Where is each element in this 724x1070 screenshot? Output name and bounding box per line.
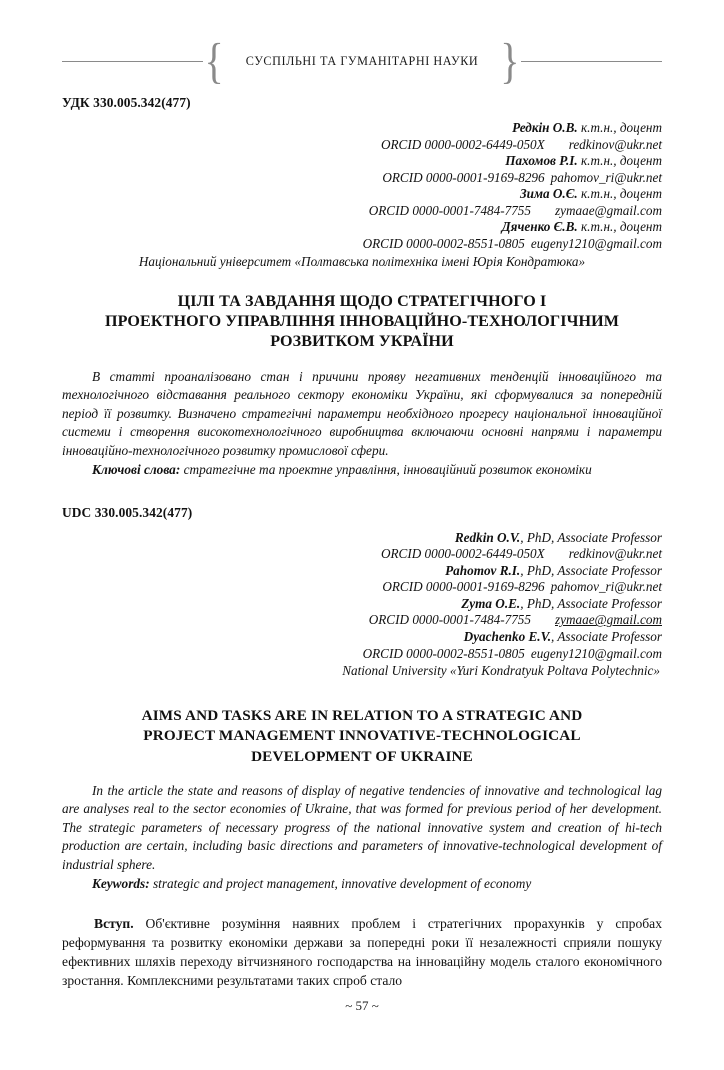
orcid-id: 0000-0001-7484-7755 — [412, 612, 531, 628]
section-label: Вступ. — [94, 915, 134, 931]
body-paragraph — [62, 914, 662, 991]
running-head-title: СУСПІЛЬНІ ТА ГУМАНІТАРНІ НАУКИ — [245, 53, 479, 68]
author-degree: к.т.н., доцент — [581, 219, 662, 235]
author-line — [62, 530, 662, 547]
author-degree: , Associate Professor — [551, 629, 662, 644]
orcid-label: ORCID — [382, 169, 423, 185]
author-line — [62, 219, 662, 236]
orcid-id: 0000-0001-7484-7755 — [412, 202, 531, 218]
title-line: PROJECT MANAGEMENT INNOVATIVE-TECHNOLOGICAL — [143, 727, 581, 745]
keywords-label: Keywords: — [92, 876, 150, 892]
title-line: AIMS AND TASKS ARE IN RELATION TO A STRATEGIC AND — [141, 707, 583, 725]
author-degree: , PhD, Associate Professor — [520, 595, 662, 611]
author-orcid-line — [62, 579, 662, 596]
author-name: Pahomov R.I. — [445, 562, 521, 578]
author-line — [62, 563, 662, 580]
author-block-english — [62, 530, 662, 663]
abstract-text: In the article the state and reasons of display of negative tendencies of innovative and technological lag are analyses real to the sector economies of Ukraine, that was formed for previous period of her development. The strategic parameters of necessary progress of the national innovative system and creation of hi-tech production are certain, including basic directions and parameters of innovative-technological development of industrial sphere. — [62, 782, 662, 872]
title-line: ПРОЕКТНОГО УПРАВЛІННЯ ІННОВАЦІЙНО-ТЕХНОЛОГІЧНИМ — [104, 312, 620, 330]
orcid-label: ORCID — [380, 546, 422, 562]
brace-right-ornament-icon: } — [500, 32, 520, 89]
udc-code-english: UDC 330.005.342(477) — [62, 504, 193, 520]
keywords-value: стратегічне та проектне управління, інноваційний розвиток економіки — [180, 462, 592, 478]
orcid-label: ORCID — [368, 612, 410, 628]
author-orcid-line — [62, 646, 662, 663]
keywords-label: Ключові слова: — [92, 462, 181, 478]
orcid-label: ORCID — [368, 202, 410, 218]
abstract-ukrainian — [62, 368, 662, 480]
author-degree: , PhD, Associate Professor — [520, 562, 662, 578]
author-block-ukrainian — [62, 120, 662, 253]
running-head-rule-right — [521, 61, 662, 62]
author-orcid-line — [62, 203, 662, 220]
author-name: Redkin O.V. — [454, 529, 521, 545]
orcid-id: 0000-0002-8551-0805 — [406, 645, 525, 661]
orcid-id: 0000-0002-8551-0805 — [406, 235, 525, 251]
author-email[interactable]: redkinov@ukr.net — [568, 546, 662, 562]
author-name: Дяченко Є.В. — [501, 219, 578, 235]
author-orcid-line — [62, 170, 662, 187]
title-line: РОЗВИТКОМ УКРАЇНИ — [270, 333, 454, 351]
author-line — [62, 186, 662, 203]
author-orcid-line — [62, 137, 662, 154]
author-name: Редкін О.В. — [512, 120, 578, 135]
author-degree: , PhD, Associate Professor — [520, 529, 662, 545]
author-email[interactable]: pahomov_ri@ukr.net — [550, 579, 662, 595]
author-name: Dyachenko E.V. — [463, 629, 551, 644]
orcid-id: 0000-0002-6449-050X — [424, 546, 545, 562]
orcid-id: 0000-0002-6449-050X — [424, 136, 545, 152]
author-degree: к.т.н., доцент — [581, 120, 662, 135]
orcid-label: ORCID — [382, 579, 423, 595]
author-orcid-line — [62, 236, 662, 253]
author-email[interactable]: eugeny1210@gmail.com — [530, 235, 662, 251]
abstract-text: В статті проаналізовано стан і причини прояву негативних тенденцій інноваційного та технологічного відставання реального сектору економіки України, які сформувалися за попередній період її розвитку. Визначено стратегічні параметри необхідного прогресу національної інноваційної системи і створення високотехнологічного виробництва включаючи основні напрями і параметри інноваційно-технологічного розвитку промислової сфери. — [62, 368, 662, 458]
author-email[interactable]: pahomov_ri@ukr.net — [550, 169, 662, 185]
author-line — [62, 120, 662, 137]
author-email[interactable]: redkinov@ukr.net — [568, 136, 662, 152]
author-email[interactable]: eugeny1210@gmail.com — [530, 645, 662, 661]
udc-code-ukrainian: УДК 330.005.342(477) — [62, 95, 191, 110]
running-head — [62, 32, 662, 89]
orcid-label: ORCID — [380, 136, 422, 152]
author-name: Zyma O.E. — [461, 595, 521, 611]
body-section-introduction — [62, 914, 662, 991]
affiliation-ukrainian: Національний університет «Полтавська політехніка імені Юрія Кондратюка» — [138, 253, 586, 269]
document-page — [0, 32, 724, 1070]
orcid-label: ORCID — [362, 645, 403, 661]
title-line: DEVELOPMENT OF UKRAINE — [251, 747, 473, 765]
author-orcid-line — [62, 612, 662, 629]
author-orcid-line — [62, 546, 662, 563]
running-head-rule-left — [62, 61, 203, 62]
author-degree: к.т.н., доцент — [581, 153, 662, 169]
author-name: Пахомов Р.І. — [505, 153, 578, 169]
author-line — [62, 596, 662, 613]
article-title-ukrainian — [62, 292, 662, 353]
orcid-id: 0000-0001-9169-8296 — [425, 579, 545, 595]
author-email[interactable]: zymaae@gmail.com — [555, 202, 662, 218]
author-line — [62, 629, 662, 646]
orcid-id: 0000-0001-9169-8296 — [425, 169, 545, 185]
keywords-ukrainian — [62, 461, 662, 479]
author-degree: к.т.н., доцент — [581, 186, 662, 202]
brace-left-ornament-icon: { — [204, 32, 224, 89]
keywords-english — [62, 875, 662, 893]
author-line — [62, 153, 662, 170]
title-line: ЦІЛІ ТА ЗАВДАННЯ ЩОДО СТРАТЕГІЧНОГО І — [177, 292, 547, 310]
orcid-label: ORCID — [362, 235, 403, 251]
author-name: Зима О.Є. — [519, 186, 578, 202]
body-paragraph-text: Об'єктивне розуміння наявних проблем і стратегічних прорахунків у спробах реформування та розвитку економіки держави за попередні роки її незалежності сприяли пошуку ефективних шляхів переходу вітчизняного господарства на інноваційну модель сталого економічного зростання. Комплексними результатами таких спроб стало — [62, 915, 662, 989]
abstract-english — [62, 782, 662, 894]
keywords-value: strategic and project management, innovative development of economy — [149, 876, 532, 892]
author-email[interactable]: zymaae@gmail.com — [555, 612, 662, 628]
affiliation-english: National University «Yuri Kondratyuk Poltava Polytechnic» — [342, 663, 660, 679]
article-title-english — [62, 706, 662, 767]
page-number: ~ 57 ~ — [345, 998, 379, 1013]
